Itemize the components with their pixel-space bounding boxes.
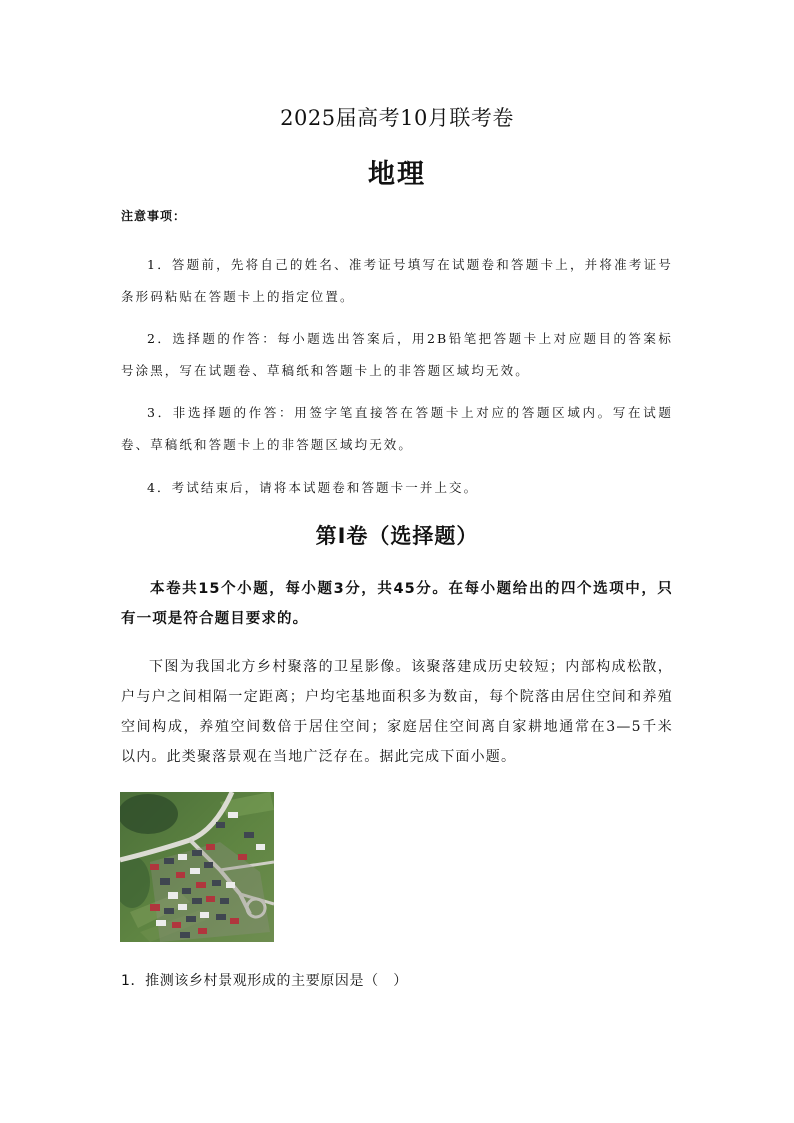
subject-title: 地理	[368, 159, 426, 190]
notice-item: 2．选择题的作答：每小题选出答案后，用2B铅笔把答题卡上对应题目的答案标号涂黑，写在试题卷、草稿纸和答题卡上的非答题区域均无效。	[121, 331, 673, 378]
satellite-image	[120, 792, 274, 942]
section-description: 本卷共15个小题，每小题3分，共45分。在每小题给出的四个选项中，只有一项是符合题目要求的。	[121, 581, 673, 627]
exam-title: 2025届高考10月联考卷	[280, 106, 514, 130]
notice-item: 4．考试结束后，请将本试题卷和答题卡一并上交。	[147, 480, 479, 495]
notice-heading: 注意事项：	[121, 209, 187, 223]
notice-item: 1．答题前，先将自己的姓名、准考证号填写在试题卷和答题卡上，并将准考证号条形码粘贴在答题卡上的指定位置。	[121, 257, 673, 304]
question-1: 1．推测该乡村景观形成的主要原因是（ ）	[121, 973, 408, 989]
notice-item: 3．非选择题的作答：用签字笔直接答在答题卡上对应的答题区域内。写在试题卷、草稿纸和答题卡上的非答题区域均无效。	[121, 405, 673, 452]
passage-text: 下图为我国北方乡村聚落的卫星影像。该聚落建成历史较短；内部构成松散，户与户之间相隔一定距离；户均宅基地面积多为数亩，每个院落由居住空间和养殖空间构成，养殖空间数倍于居住空间；家庭居住空间离自家耕地通常在3—5千米以内。此类聚落景观在当地广泛存在。据此完成下面小题。	[121, 659, 673, 765]
section-title: 第Ⅰ卷（选择题）	[315, 524, 479, 548]
